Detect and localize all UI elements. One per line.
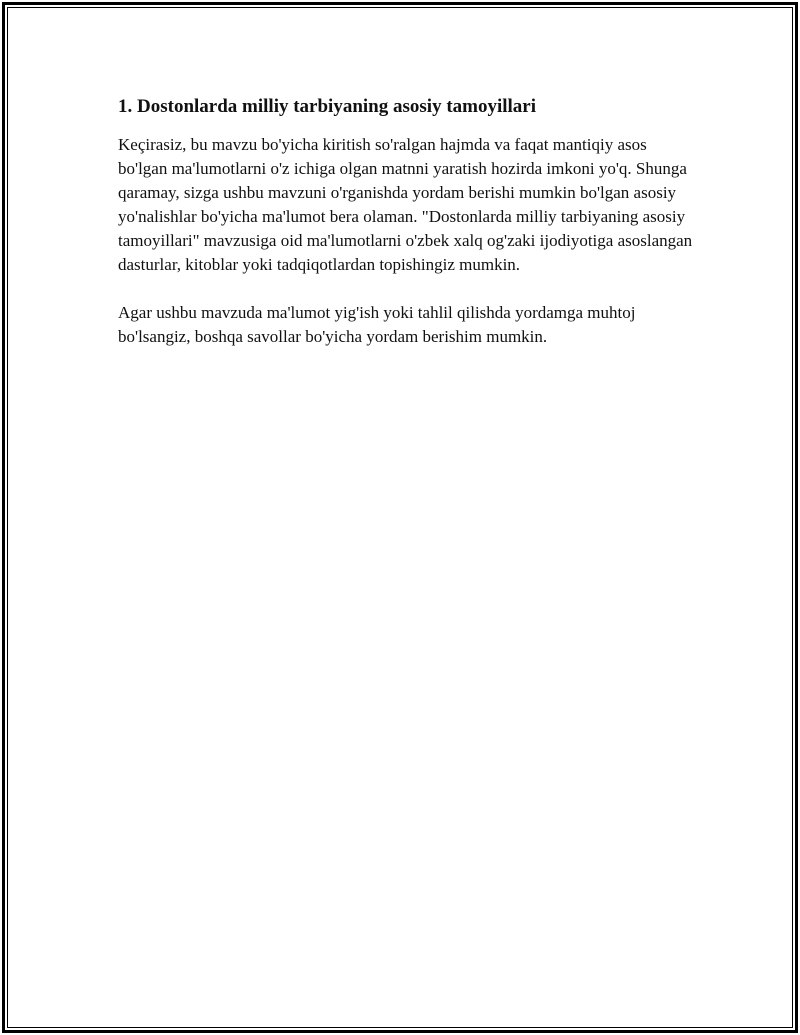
document-body	[118, 95, 698, 373]
paragraph-1: Keçirasiz, bu mavzu bo'yicha kiritish so'ralgan hajmda va faqat mantiqiy asos bo'lgan ma'lumotlarni o'z ichiga olgan matnni yaratish hozirda imkoni yo'q. Shunga qaramay, sizga ushbu mavzuni o'rganishda yordam berishi mumkin bo'lgan asosiy yo'nalishlar bo'yicha ma'lumot bera olaman. "Dostonlarda milliy tarbiyaning asosiy tamoyillari" mavzusiga oid ma'lumotlarni o'zbek xalq og'zaki ijodiyotiga asoslangan dasturlar, kitoblar yoki tadqiqotlardan topishingiz mumkin.	[118, 135, 693, 274]
paragraph-2: Agar ushbu mavzuda ma'lumot yig'ish yoki tahlil qilishda yordamga muhtoj bo'lsangiz, boshqa savollar bo'yicha yordam berishim mumkin.	[118, 303, 636, 346]
section-heading: 1. Dostonlarda milliy tarbiyaning asosiy tamoyillari	[118, 96, 537, 117]
